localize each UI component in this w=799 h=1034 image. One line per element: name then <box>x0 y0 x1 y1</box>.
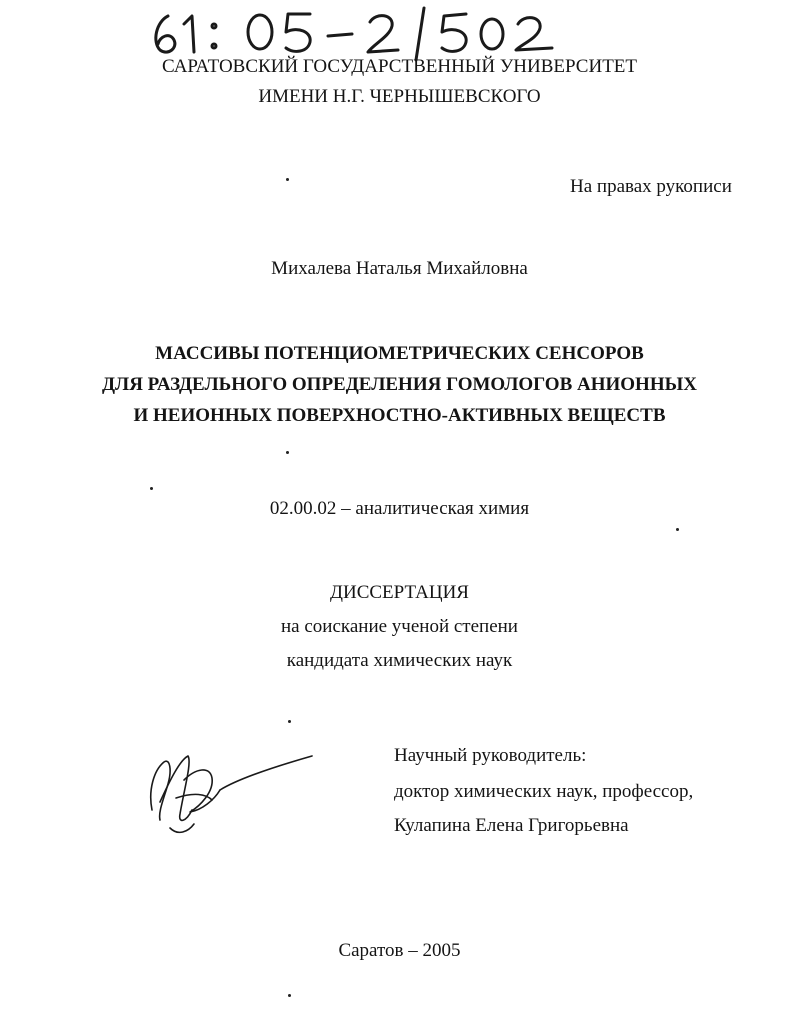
advisor-name: Кулапина Елена Григорьевна <box>394 815 629 836</box>
thesis-title-line2: ДЛЯ РАЗДЕЛЬНОГО ОПРЕДЕЛЕНИЯ ГОМОЛОГОВ АНИОННЫХ <box>101 374 697 395</box>
scan-speck <box>286 451 289 454</box>
rights-note: На правах рукописи <box>570 176 732 197</box>
scan-speck <box>286 178 289 181</box>
thesis-title-line1: МАССИВЫ ПОТЕНЦИОМЕТРИЧЕСКИХ СЕНСОРОВ <box>155 343 644 364</box>
university-name: САРАТОВСКИЙ ГОСУДАРСТВЕННЫЙ УНИВЕРСИТЕТ <box>161 56 638 77</box>
degree-purpose-line1: на соискание ученой степени <box>281 616 518 637</box>
advisor-degree: доктор химических наук, профессор, <box>394 781 694 802</box>
scan-speck <box>676 528 679 531</box>
scan-speck <box>150 487 153 490</box>
scan-speck <box>288 994 291 997</box>
university-name-line2: ИМЕНИ Н.Г. ЧЕРНЫШЕВСКОГО <box>258 86 541 107</box>
author-name: Михалева Наталья Михайловна <box>271 258 528 279</box>
document-type-heading: ДИССЕРТАЦИЯ <box>330 582 469 603</box>
handwritten-archive-number <box>148 2 568 62</box>
specialty-code: 02.00.02 – аналитическая химия <box>269 498 530 519</box>
degree-purpose-line2: кандидата химических наук <box>286 650 513 671</box>
city-year: Саратов – 2005 <box>338 940 461 961</box>
scan-speck <box>288 720 291 723</box>
handwritten-signature <box>140 740 330 840</box>
advisor-label: Научный руководитель: <box>394 745 587 766</box>
thesis-title-line3: И НЕИОННЫХ ПОВЕРХНОСТНО-АКТИВНЫХ ВЕЩЕСТВ <box>133 405 666 426</box>
